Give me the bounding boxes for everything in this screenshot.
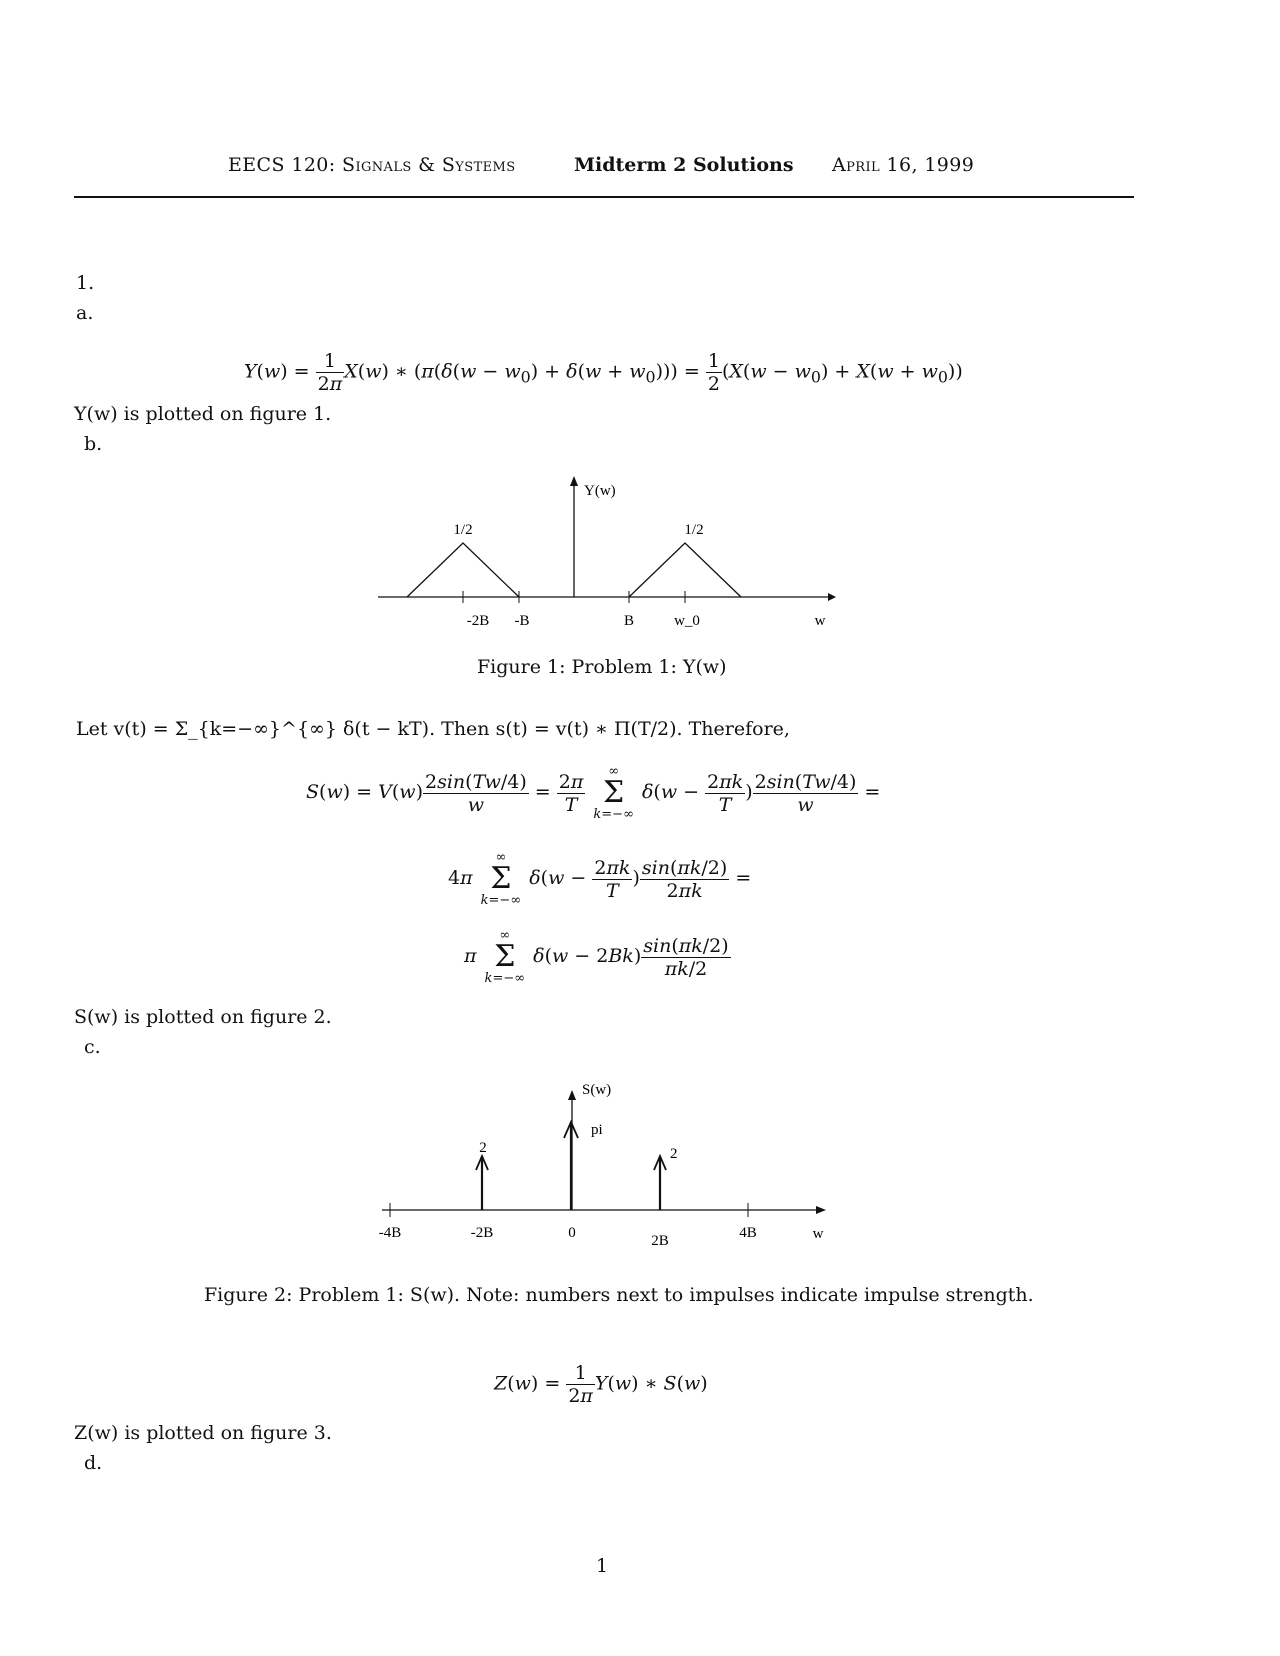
text-b: S(w) is plotted on figure 2. [74,1006,332,1028]
part-label-c: c. [84,1036,101,1058]
part-label-b: b. [84,433,103,455]
fig2-tick-label: -4B [378,1225,402,1241]
problem-number: 1. [76,272,95,294]
text-b-intro: Let v(t) = Σ_{k=−∞}^{∞} δ(t − kT). Then s(t) = v(t) ∗ Π(T/2). Therefore, [76,718,790,740]
fig1-x-arrow [828,593,836,601]
equation-c: Z(w) = $\frac{1}{2\pi}$ Y(w) ∗ S(w) [494,1362,708,1407]
equation-b1: S(w) = V(w) $\frac{2\sin(Tw/4)}{w}$ = $\frac{2\pi}{T}$ ∞ Σ k=−∞ δ(w − $\frac{2\pi k}{T}$ ) $\frac{2\sin(Tw/4)}{w}$ = [306,764,881,822]
page-number: 1 [596,1555,609,1577]
fig2-center-label: pi [591,1122,603,1138]
fig2-x-label: w [812,1226,824,1242]
figure-1-plot [370,470,840,630]
header-rule [74,196,1134,198]
fig1-y-label: Y(w) [584,483,616,499]
equation-b2: 4π ∞ Σ k=−∞ δ(w − $\frac{2\pi k}{T}$ ) $\frac{\sin(\pi k/2)}{2\pi k}$ = [448,850,752,908]
fig2-right-label: 2 [670,1146,678,1162]
fig1-y-arrow [570,476,578,486]
figure-1-caption: Figure 1: Problem 1: Y(w) [477,656,727,678]
equation-a: Y(w) = $\frac{1}{2\pi}$ X(w) ∗ $(\pi(\delta(w - w_0) + \delta(w + w_0)))$ = $\frac{1}{2}$ $(X(w - w_0) + X(w + w_0))$ [244,350,963,395]
fig2-y-label: S(w) [582,1082,612,1098]
fig1-triangle-left [407,543,519,597]
document-date: April 16, 1999 [832,154,975,176]
fig1-tick-label: w_0 [674,613,700,629]
fig1-tick-label: -2B [466,613,490,629]
fig2-x-arrow [816,1206,826,1214]
equation-b3: π ∞ Σ k=−∞ δ(w − 2Bk) $\frac{\sin(\pi k/2)}{\pi k/2}$ [464,928,729,986]
figure-2-caption: Figure 2: Problem 1: S(w). Note: numbers next to impulses indicate impulse strength. [204,1284,1034,1306]
fig1-tick-label: B [623,613,635,629]
figure-2-plot [370,1080,840,1255]
text-a: Y(w) is plotted on figure 1. [74,403,332,425]
part-label-a: a. [76,302,94,324]
page-header [0,154,1280,178]
fig2-y-arrow [568,1090,576,1100]
fig2-tick-label: 4B [739,1225,757,1241]
document-title: Midterm 2 Solutions [574,154,794,176]
fig1-tick-label: -B [514,613,530,629]
fig2-tick-label: 0 [568,1225,576,1241]
fig1-peak-label-left: 1/2 [453,522,473,538]
fig1-peak-label-right: 1/2 [684,522,704,538]
course-name: EECS 120: Signals & Systems [228,154,516,176]
fig2-left-label: 2 [479,1140,487,1156]
part-label-d: d. [84,1452,103,1474]
fig2-tick-label: 2B [651,1233,669,1249]
fig1-x-label: w [814,613,826,629]
text-c: Z(w) is plotted on figure 3. [74,1422,332,1444]
fig2-tick-label: -2B [470,1225,494,1241]
fig1-triangle-right [629,543,741,597]
